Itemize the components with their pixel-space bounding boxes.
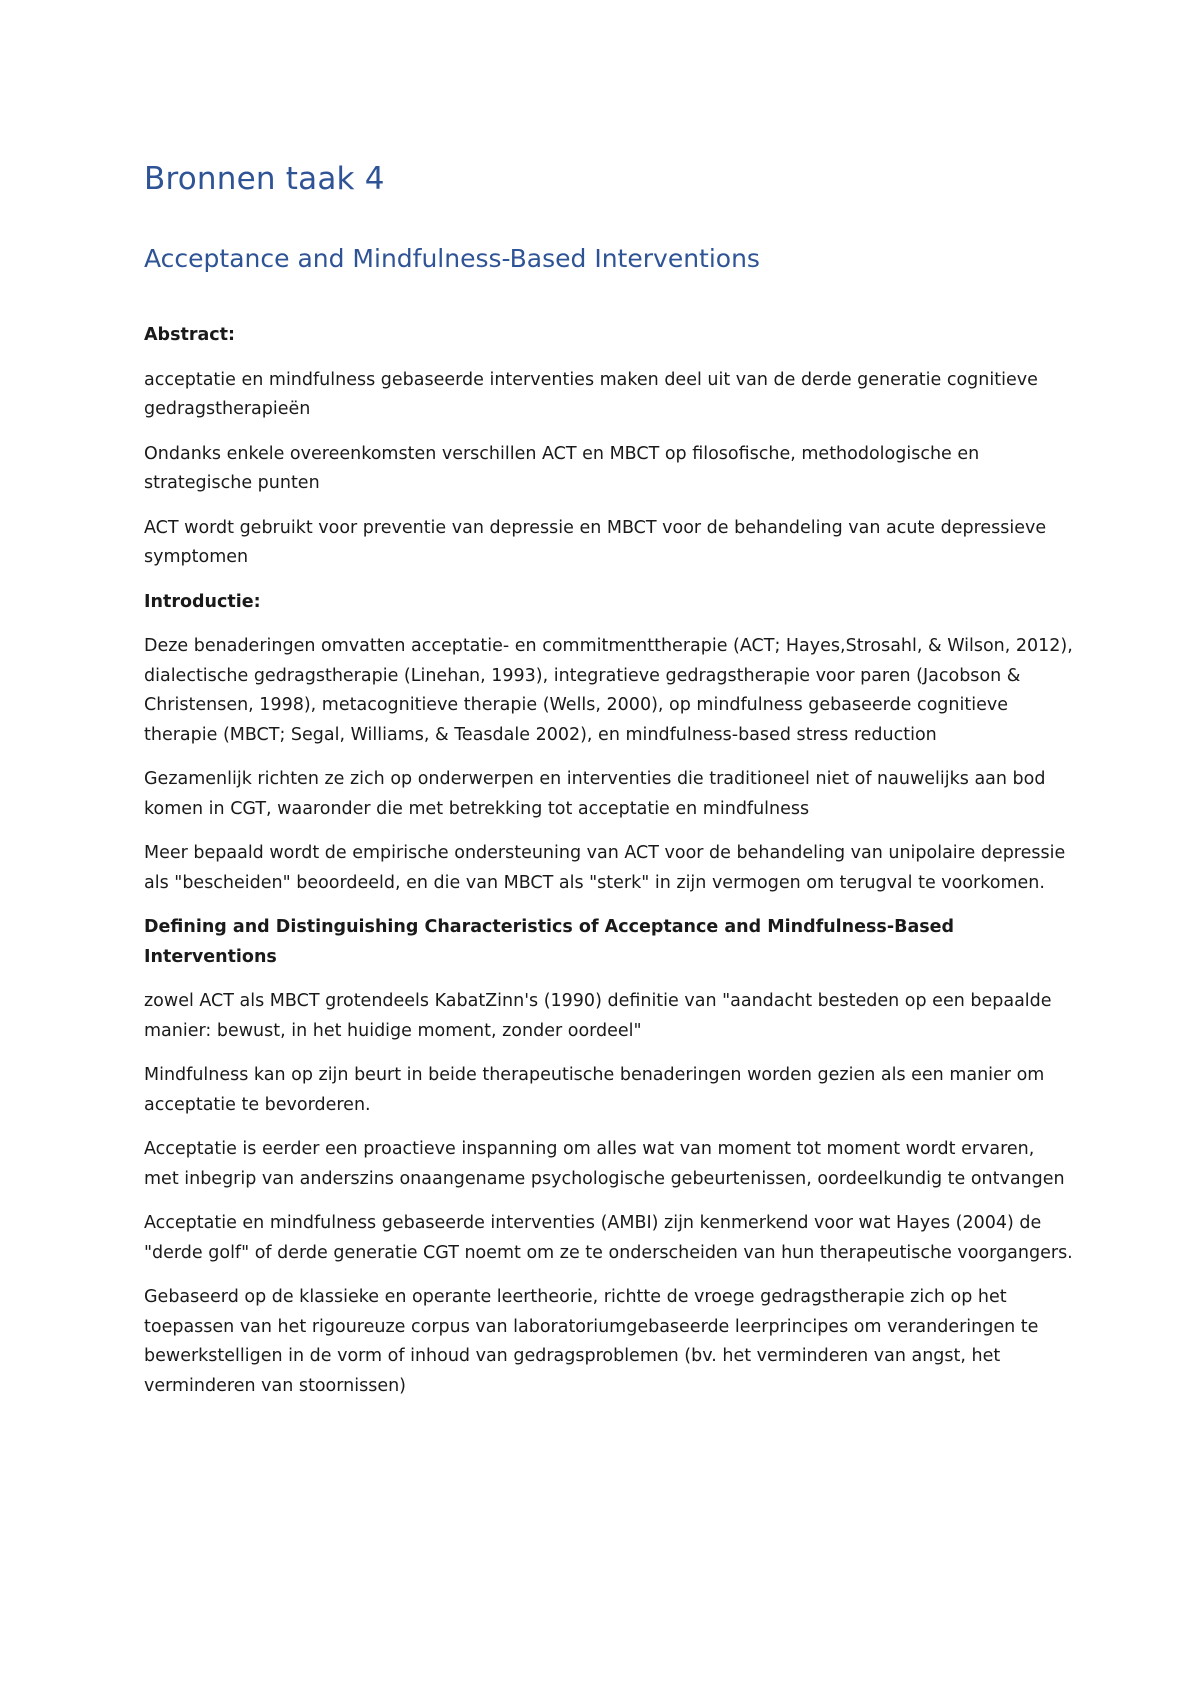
paragraph: Deze benaderingen omvatten acceptatie- en commitmenttherapie (ACT; Hayes,Strosahl, & Wilson, 2012), dialectische gedragstherapie (Linehan, 1993), integratieve gedragstherapie voor paren (Jacobson & Christensen, 1998), metacognitieve therapie (Wells, 2000), op mindfulness gebaseerde cognitieve therapie (MBCT; Segal, Williams, & Teasdale 2002), en mindfulness-based stress reduction <box>144 636 1073 745</box>
section-heading: Abstract: <box>144 325 236 346</box>
document-subtitle: Acceptance and Mindfulness-Based Interventions <box>144 243 760 273</box>
paragraph: Mindfulness kan op zijn beurt in beide therapeutische benaderingen worden gezien als een manier om acceptatie te bevorderen. <box>144 1065 1045 1115</box>
section-abstract <box>144 321 1074 573</box>
paragraph: Acceptatie is eerder een proactieve inspanning om alles wat van moment tot moment wordt ervaren, met inbegrip van anderszins onaangename psychologische gebeurtenissen, oordeelkundig te ontvangen <box>144 1139 1065 1189</box>
paragraph: Gezamenlijk richten ze zich op onderwerpen en interventies die traditioneel niet of nauwelijks aan bod komen in CGT, waaronder die met betrekking tot acceptatie en mindfulness <box>144 769 1046 819</box>
paragraph: acceptatie en mindfulness gebaseerde interventies maken deel uit van de derde generatie cognitieve gedragstherapieën <box>144 369 1038 420</box>
section-defining-characteristics <box>144 913 1074 1401</box>
paragraph: Acceptatie en mindfulness gebaseerde interventies (AMBI) zijn kenmerkend voor wat Hayes (2004) de "derde golf" of derde generatie CGT noemt om ze te onderscheiden van hun therapeutische voorgangers. <box>144 1213 1073 1263</box>
paragraph: Gebaseerd op de klassieke en operante leertheorie, richtte de vroege gedragstherapie zich op het toepassen van het rigoureuze corpus van laboratoriumgebaseerde leerprincipes om veranderingen te bewerkstelligen in de vorm of inhoud van gedragsproblemen (bv. het verminderen van angst, het verminderen van stoornissen) <box>144 1287 1039 1396</box>
paragraph: Meer bepaald wordt de empirische ondersteuning van ACT voor de behandeling van unipolaire depressie als "bescheiden" beoordeeld, en die van MBCT als "sterk" in zijn vermogen om terugval te voorkomen. <box>144 843 1066 893</box>
paragraph: zowel ACT als MBCT grotendeels KabatZinn's (1990) definitie van "aandacht besteden op een bepaalde manier: bewust, in het huidige moment, zonder oordeel" <box>144 991 1052 1041</box>
section-heading: Introductie: <box>144 591 261 612</box>
paragraph: ACT wordt gebruikt voor preventie van depressie en MBCT voor de behandeling van acute depressieve symptomen <box>144 517 1047 568</box>
section-introductie <box>144 588 1074 899</box>
paragraph: Ondanks enkele overeenkomsten verschillen ACT en MBCT op filosofische, methodologische en strategische punten <box>144 443 980 494</box>
section-heading: Defining and Distinguishing Characteristics of Acceptance and Mindfulness-Based Interventions <box>144 917 955 967</box>
document-title: Bronnen taak 4 <box>144 161 385 197</box>
document-body <box>144 160 1074 1416</box>
